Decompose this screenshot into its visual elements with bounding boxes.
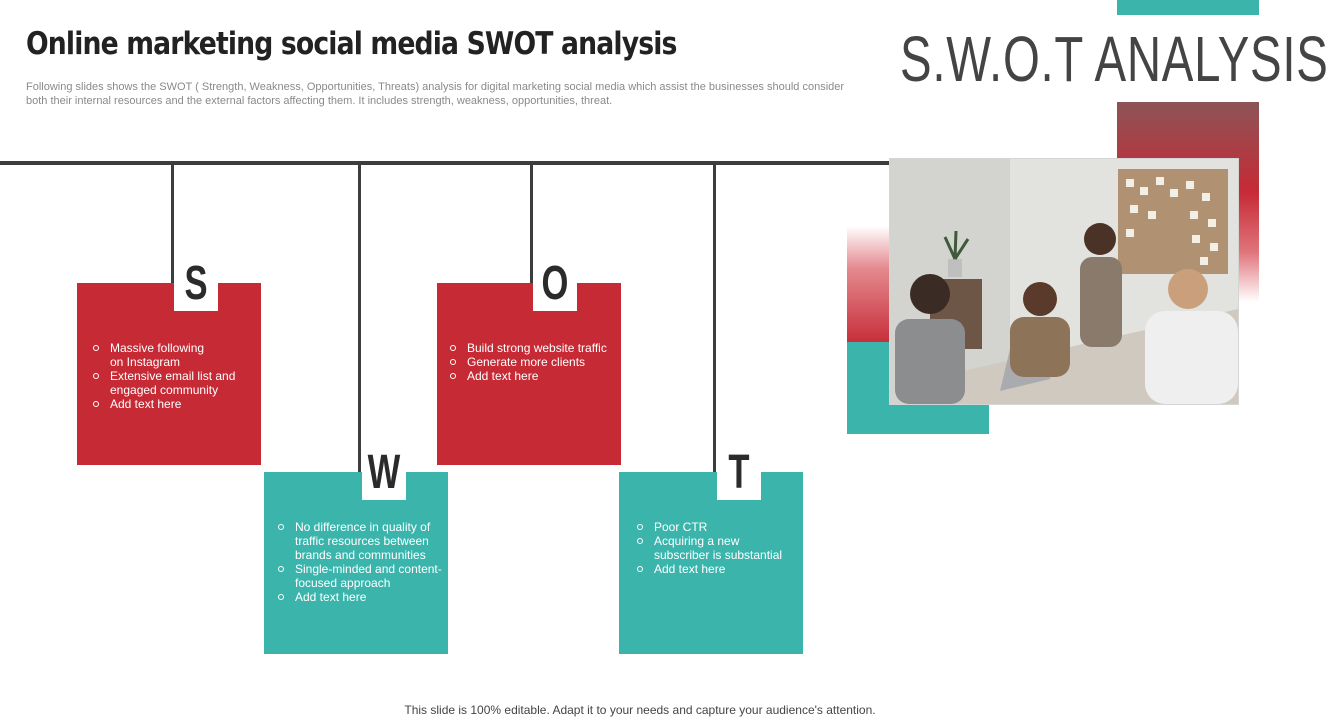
team-meeting-photo [889, 158, 1239, 405]
timeline-horizontal-line [0, 161, 900, 165]
list-item: Add text here [635, 562, 799, 576]
letter-t: T [728, 446, 750, 499]
team-meeting-illustration [890, 159, 1238, 404]
list-item: Add text here [276, 590, 444, 604]
page-subtitle: Following slides shows the SWOT ( Strength, Weakness, Opportunities, Threats) analysis for digital marketing social media which assist the businesses should consider both their internal resources and the external factors affecting them. It includes strength, weakness, opportunities, threat. [26, 81, 845, 107]
list-item: Generate more clients [448, 355, 618, 369]
connector-t [713, 163, 716, 475]
opportunity-card [437, 283, 621, 465]
list-item: Add text here [448, 369, 618, 383]
threat-card [619, 472, 803, 654]
list-item: Build strong website traffic [448, 341, 618, 355]
list-item: Single-minded and content-focused approach [276, 562, 447, 590]
footer-note: This slide is 100% editable. Adapt it to your needs and capture your audience's attention. [404, 703, 876, 717]
list-item: Add text here [91, 397, 251, 411]
list-item: Massive following on Instagram [91, 341, 210, 369]
teal-accent-bar [1117, 0, 1259, 15]
letter-w: W [367, 446, 401, 499]
page-title: Online marketing social media SWOT analysis [26, 26, 677, 62]
red-gradient-strip [847, 226, 891, 346]
connector-w [358, 163, 361, 475]
strength-card [77, 283, 261, 465]
list-item: Acquiring a new subscriber is substantial [635, 534, 794, 562]
weakness-list [276, 520, 444, 604]
weakness-card [264, 472, 448, 654]
swot-brand-heading: S.W.O.T ANALYSIS [900, 23, 1329, 95]
list-item: Poor CTR [635, 520, 799, 534]
list-item: Extensive email list and engaged community [91, 369, 245, 397]
letter-s: S [184, 257, 208, 310]
threat-list [635, 520, 799, 576]
letter-o: O [541, 257, 569, 310]
strength-list [91, 341, 251, 411]
opportunity-list [448, 341, 618, 383]
list-item: No difference in quality of traffic resources between brands and communities [276, 520, 440, 562]
